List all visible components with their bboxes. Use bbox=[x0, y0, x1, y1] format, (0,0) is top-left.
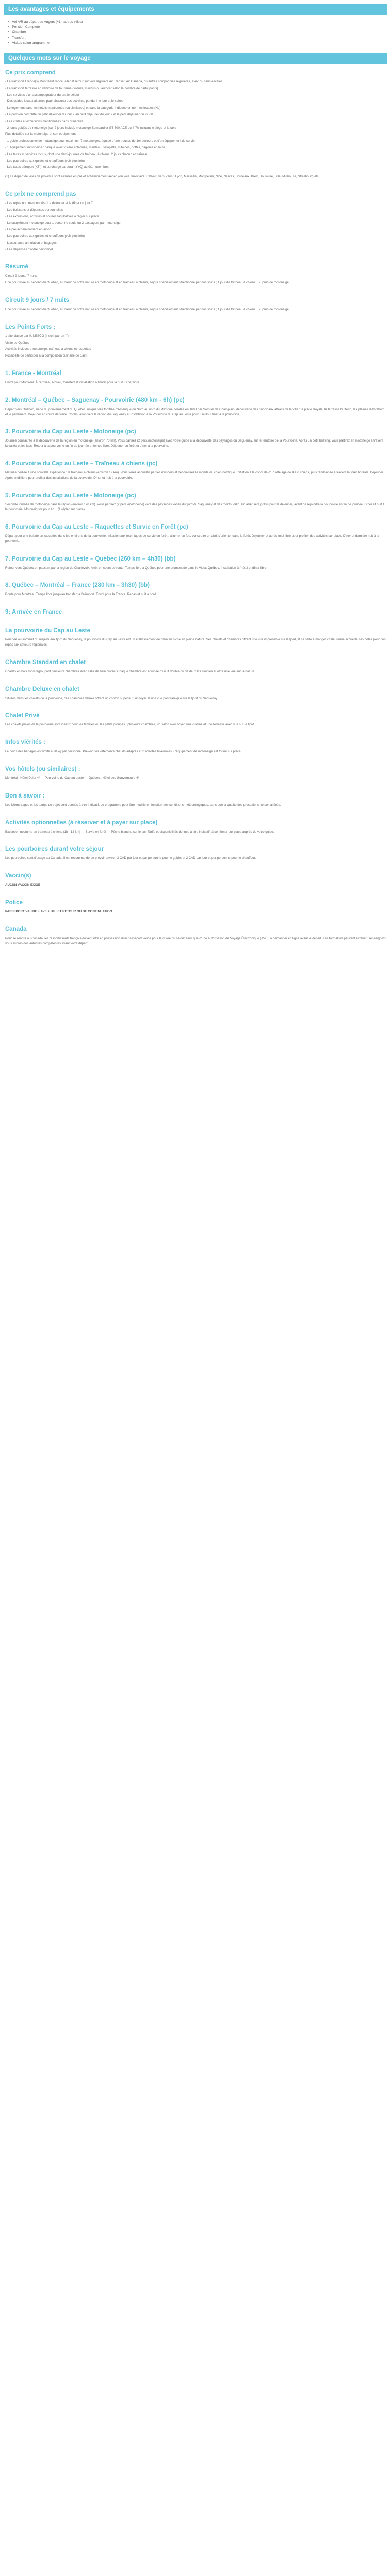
price-includes-heading: Ce prix comprend bbox=[5, 70, 56, 76]
price-includes-line: - 2 jours guidés de motoneige (sur 2 jours inclus), motoneige Bombardier GT 600 ACE ou 4-7h incluant le siège et la taxe bbox=[5, 126, 176, 130]
day-description: Matinée dédiée à une nouvelle expérience : le traîneau à chiens (environ 12 km). Vous serez accueillis par les mushers et découvrirez le monde du chien nordique. Initiation à la conduite d'un attelage de 4 à 6 chiens, puis randonnée à travers la forêt boréale. Déjeuner. Après-midi libre pour profiter des installations de la pourvoirie. Dîner et nuit à la pourvoirie. bbox=[5, 470, 384, 480]
advantages-header-title: Les avantages et équipements bbox=[8, 6, 94, 12]
day-description: Départ vers Québec, siège du gouvernement du Québec, unique ville fortifiée d'Amérique du Nord au nord du Mexique, fondée en 1608 par Samuel de Champlain, découverte des principaux attraits de la ville : la place Royale, la terrasse Dufferin, les plaines d'Abraham et le parlement. Déjeuner en cours de visite. Continuation vers la région du Saguenay et installation à la Pourvoirie du Cap au Leste pour 3 nuits. Dîner à la pourvoirie. bbox=[5, 407, 385, 416]
day-heading: 1. France - Montréal bbox=[5, 370, 61, 377]
vaccines-heading: Vaccin(s) bbox=[5, 873, 31, 879]
summary-line: Circuit 9 jours / 7 nuits bbox=[5, 274, 37, 278]
amenity-item: • Visites selon programme bbox=[8, 41, 387, 46]
price-includes-line: - Les taxes aéroport (XTI), et surcharge carburant (YQ) au 9/1 novembre. bbox=[5, 165, 109, 170]
lodging-text: Les chalets privés de la pourvoirie sont idéaux pour les familles ou les petits groupes : plusieurs chambres, un salon avec foyer, une cuisine et une terrasse avec vue sur le fjord. bbox=[5, 723, 255, 727]
price-excludes-line: - Les pourboires aux guides et chauffeurs (voir plus loin) bbox=[5, 234, 85, 238]
lodging-heading: Chambre Standard en chalet bbox=[5, 659, 86, 666]
tips-heading: Les pourboires durant votre séjour bbox=[5, 846, 104, 853]
day-description: Départ pour une balade en raquettes dans les environs de la pourvoirie. Initiation aux techniques de survie en forêt : allumer un feu, construire un abri, s'orienter dans la forêt. Déjeuner et après-midi libre pour profiter des activités sur place. Dîner et dernière nuit à la pourvoirie. bbox=[5, 534, 379, 543]
day-description: Envol pour Montréal. À l'arrivée, accueil, transfert et installation à l'hôtel pour la nuit. Dîner libre. bbox=[5, 380, 140, 384]
itinerary bbox=[5, 370, 386, 616]
price-includes-line: - 1 équipement motoneige : casque avec visière anti-buée, manteau, salopette, mitaines, bottes, cagoule en laine bbox=[5, 145, 166, 149]
day-heading: 3. Pourvoirie du Cap au Leste - Motoneige (pc) bbox=[5, 429, 136, 435]
price-excludes-line: - Les repas non mentionnés - Le déjeuner et le dîner du jour 7 bbox=[5, 201, 93, 205]
lodging-intro-text: Perchée au sommet du majestueux fjord du Saguenay, la pourvoirie du Cap au Leste est un établissement de plein air niché en pleine nature. Ses chalets et chambres offrent une vue imprenable sur le fjord, et sa salle à manger chaleureuse accueille ses hôtes pour des repas aux saveurs régionales. bbox=[5, 638, 386, 647]
day-heading: 9: Arrivée en France bbox=[5, 609, 62, 616]
optional-activities-heading: Activités optionnelles (à réserver et à payer sur place) bbox=[5, 819, 158, 826]
price-includes-line: Plus détaillée sur la motoneige et son équipement bbox=[5, 132, 76, 137]
price-includes-line: - Le logement dans les hôtels mentionnés (ou similaires) et dans la catégorie indiquée en normes locales (NL) bbox=[5, 106, 161, 110]
price-excludes-line: - La pré-acheminement en avion bbox=[5, 228, 52, 232]
good-to-know-heading: Bon à savoir : bbox=[5, 792, 45, 799]
hotels-text: Montréal : Hôtel Delta 4* — Pourvoirie du Cap au Leste — Québec : Hôtel des Gouverneurs 4* bbox=[5, 776, 139, 781]
highlight-line: Activités incluses : motoneige, traîneau à chiens et raquettes bbox=[5, 347, 91, 351]
vaccines-text: AUCUN VACCIN EXIGÉ bbox=[5, 883, 40, 887]
day-heading: 7. Pourvoirie du Cap au Leste – Québec (260 km – 4h30) (bb) bbox=[5, 555, 176, 562]
trip-info-header-title: Quelques mots sur le voyage bbox=[8, 55, 91, 62]
good-to-know-text: Les kilométrages et les temps de trajet sont donnés à titre indicatif. Le programme peut être modifié en fonction des conditions météorologiques, sans que la qualité des prestations ne soit altérée. bbox=[5, 803, 281, 807]
price-includes-line: - La pension complète du petit déjeuner du jour 2 au petit déjeuner du jour 7 et le petit déjeuner du jour 8 bbox=[5, 113, 153, 116]
price-excludes-heading: Ce prix ne comprend pas bbox=[5, 191, 76, 197]
hotels-heading: Vos hôtels (ou similaires) : bbox=[5, 766, 80, 773]
highlights-heading: Les Points Forts : bbox=[5, 324, 56, 330]
trip-info-header-bar bbox=[4, 53, 387, 64]
advantages-header-bar bbox=[4, 4, 387, 15]
highlight-line: 1 site classé par l'UNESCO (inscrit par un "") bbox=[5, 334, 69, 338]
lodging-text: Chalets en bois rond regroupant plusieurs chambres avec salle de bain privée. Chaque chambre est équipée d'un lit double ou de deux lits simples et offre une vue sur la nature. bbox=[5, 669, 255, 673]
summary-line: Une pour vivre au second du Québec, au cœur de notre nature en motoneige et en traîneau à chiens, séjour spécialement sélectionné par nos soins ; 1 jour de traîneau à chiens + 2 jours de motoneige bbox=[5, 281, 289, 285]
price-includes-line: - Le transport terrestre en véhicule de tourisme (voiture, minibus ou autocar selon le nombre de participants) bbox=[5, 86, 158, 90]
price-includes-line: - Des guides locaux alternés pour chacune des activités, pendant le jour et le soirée bbox=[5, 99, 124, 104]
price-includes-line: - Les visites et excursions mentionnées dans l'itinéraire bbox=[5, 119, 84, 123]
price-includes-lines bbox=[5, 79, 386, 170]
circuit-heading: Circuit 9 jours / 7 nuits bbox=[5, 297, 69, 303]
practical-info-heading: Infos viérités : bbox=[5, 739, 45, 746]
price-includes-note: (1) Le départ de villes de province sont assurés en pré et acheminement aérien (ou voie ferroviaire TGV-air) vers Paris : Lyon, Marseille, Montpellier, Nice, Nantes, Bordeaux, Brest, Toulouse, Lille, Mulhouse, Strasbourg etc. bbox=[5, 175, 320, 179]
price-excludes-line: - Les boissons et dépenses personnelles bbox=[5, 208, 63, 212]
lodging-sections bbox=[5, 659, 386, 946]
day-heading: 8. Québec – Montréal – France (280 km – 3h30) (bb) bbox=[5, 582, 150, 589]
lodging-heading: Chambre Deluxe en chalet bbox=[5, 686, 79, 692]
amenity-item: • Pension Complète bbox=[8, 25, 387, 30]
tips-text: Les pourboires sont d'usage au Canada. Il est recommandé de prévoir environ 3 CAD par jour et par personne pour le guide, et 2 CAD par jour et par personne pour le chauffeur. bbox=[5, 856, 256, 860]
day-heading: 2. Montréal – Québec – Saguenay - Pourvoirie (480 km - 6h) (pc) bbox=[5, 397, 185, 403]
price-excludes-line: - Le supplément motoneige pour 1 personne seule ou 2 passagers par motoneige bbox=[5, 221, 121, 225]
price-includes-line: - Le transport France(s) Montréal/France, aller et retour sur vols réguliers Air Transat, Air Canada, ou autres compagnies régulières, avec ou sans escales bbox=[5, 80, 223, 84]
day-description: Seconde journée de motoneige dans la région (environ 120 km). Vous partirez (2 pers./motoneige) vers des paysages variés du fjord du Saguenay et des monts Valin. Un arrêt sera prévu pour le déjeuner, avant de rejoindre la pourvoirie en fin de journée. Dîner et nuit à la pourvoirie. Motoneigiste pour 4h + (à régler sur place). bbox=[5, 502, 385, 512]
canada-text: Pour se rendre au Canada, les ressortissants français doivent être en possession d'un passeport valide pour la durée du séjour ainsi que d'une Autorisation de Voyage Électronique (AVE), à demander en ligne avant le départ. Les formalités peuvent évoluer : renseignez-vous auprès des autorités compétentes avant votre départ. bbox=[5, 936, 386, 945]
amenities-list bbox=[8, 20, 387, 46]
highlight-line: Visite de Québec bbox=[5, 341, 30, 345]
day-heading: 4. Pourvoirie du Cap au Leste – Traîneau à chiens (pc) bbox=[5, 460, 158, 467]
lodging-heading: Chalet Privé bbox=[5, 713, 40, 719]
canada-heading: Canada bbox=[5, 926, 27, 933]
price-excludes-line: - L'assurance annulation et bagages bbox=[5, 241, 57, 245]
circuit-line: Une pour vivre au second du Québec, au cœur de notre nature en motoneige et en traîneau à chiens, séjour spécialement sélectionné par nos soins ; 1 jour de traîneau à chiens + 2 jours de motoneige bbox=[5, 307, 289, 311]
price-excludes-line: - Les dépenses d'ordre personnel bbox=[5, 247, 53, 251]
amenity-item: • Chambre bbox=[8, 30, 387, 35]
price-includes-line: - Les pourboires aux guides et chauffeurs (voir plus loin) bbox=[5, 159, 85, 163]
trip-details bbox=[4, 69, 387, 946]
price-includes-line: - 1 guide professionnel de motoneige pour maximum 7 motoneiges, équipé d'une trousse de 1er secours et d'un équipement de survie bbox=[5, 139, 195, 143]
highlight-line: Possibilité de participer à la composition culinaire de Saint bbox=[5, 354, 88, 358]
price-includes-line: - Les services d'un accompagnateur durant le séjour bbox=[5, 93, 79, 97]
day-heading: 5. Pourvoirie du Cap au Leste - Motoneige (pc) bbox=[5, 492, 136, 499]
amenity-item: • Vol A/R au départ de Angers (+1h autres villes) bbox=[8, 20, 387, 25]
optional-activities-text: Excursion nocturne en traîneau à chiens (1h - 12 km) — Survie en forêt — Pêche blanche sur le lac. Tarifs et disponibilités donnés à titre indicatif, à confirmer sur place auprès de votre guide. bbox=[5, 829, 274, 834]
summary-heading: Résumé bbox=[5, 264, 28, 270]
price-excludes-lines bbox=[5, 201, 386, 252]
day-description: Retour vers Québec en passant par la région de Charlevoix. Arrêt en cours de route. Temps libre à Québec pour une promenade dans le Vieux-Québec. Installation à l'hôtel et dîner libre. bbox=[5, 566, 268, 570]
amenity-item: • Transfert bbox=[8, 36, 387, 41]
police-heading: Police bbox=[5, 900, 23, 906]
day-description: Route pour Montréal. Temps libre jusqu'au transfert à l'aéroport. Envol pour la France. Repas et nuit à bord. bbox=[5, 592, 157, 597]
price-excludes-line: - Les excursions, activités et soirées facultatives à régler sur place bbox=[5, 214, 99, 218]
practical-info-text: Le poids des bagages est limité à 20 kg par personne. Prévoir des vêtements chauds adaptés aux activités hivernales. L'équipement de motoneige est fourni sur place. bbox=[5, 750, 242, 754]
day-heading: 6. Pourvoirie du Cap au Leste – Raquettes et Survie en Forêt (pc) bbox=[5, 524, 188, 531]
day-description: Journée consacrée à la découverte de la région en motoneige (environ 70 km). Vous partirez (2 pers./motoneige) avec votre guide à la découverte des paysages du Saguenay, sur le territoire de la Pourvoirie. Après un petit briefing, vous partirez en motoneige à travers la vallée et les lacs. Retour à la pourvoirie en fin de journée et temps libre. Déjeuner en forêt et dîner à la pourvoirie. bbox=[5, 439, 384, 448]
lodging-intro-heading: La pourvoirie du Cap au Leste bbox=[5, 628, 90, 634]
price-includes-line: - Les taxes et services inclus, dont une demi-journée de traîneau à chiens, 2 jours chacun et traîneau bbox=[5, 152, 149, 156]
lodging-text: Situées dans les chalets de la pourvoirie, ces chambres deluxe offrent un confort supérieur, un foyer et une vue panoramique sur le fjord du Saguenay. bbox=[5, 696, 218, 700]
police-text: PASSEPORT VALIDE + AVE + BILLET RETOUR OU DE CONTINUATION bbox=[5, 910, 112, 914]
